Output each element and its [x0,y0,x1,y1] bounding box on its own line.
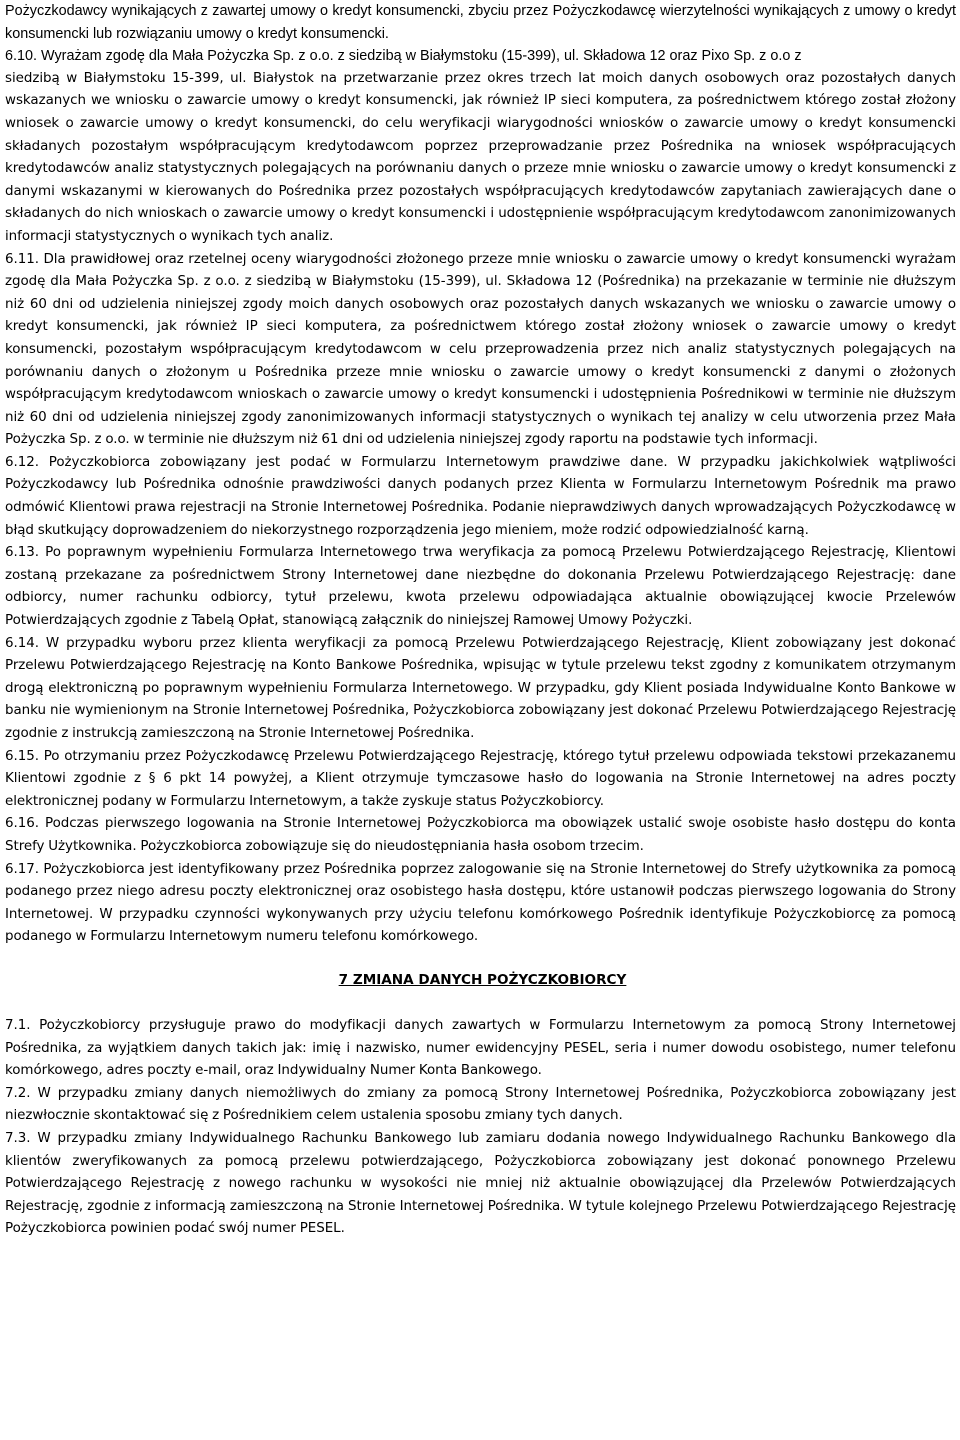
paragraph-6-17: 6.17. Pożyczkobiorca jest identyfikowany przez Pośrednika poprzez zalogowanie się na Stronie Internetowej do Strefy użytkownika za pomocą podanego przez niego adresu poczty elektronicznej oraz osobistego hasła dostępu, które ustanowił podczas pierwszego logowania do Strony Internetowej. W przypadku czynności wykonywanych przy użyciu telefonu komórkowego Pośrednik identyfikuje Pożyczkobiorcę za pomocą podanego w Formularzu Internetowym numeru telefonu komórkowego. [5,861,956,945]
paragraph-6-15: 6.15. Po otrzymaniu przez Pożyczkodawcę Przelewu Potwierdzającego Rejestrację, którego tytuł przelewu odpowiada tekstowi przekazanemu Klientowi zgodnie z § 6 pkt 14 powyżej, a Klient otrzymuje tymczasowe hasło do logowania na Stronie Internetowej na adres poczty elektronicznej podany w Formularzu Internetowym, a także zyskuje status Pożyczkobiorcy. [5,748,956,809]
paragraph-6-13: 6.13. Po poprawnym wypełnieniu Formularza Internetowego trwa weryfikacja za pomocą Przelewu Potwierdzającego Rejestrację, Klientowi zostaną przekazane za pośrednictwem Strony Internetowej dane niezbędne do dokonania Przelewu Potwierdzającego Rejestrację: dane odbiorcy, numer rachunku odbiorcy, tytuł przelewu, kwota przelewu odpowiadająca aktualnie obowiązującej kwocie Przelewów Potwierdzających zgodnie z Tabelą Opłat, stanowiącą załącznik do niniejszej Ramowej Umowy Pożyczki. [5,545,956,629]
paragraph-6-14: 6.14. W przypadku wyboru przez klienta weryfikacji za pomocą Przelewu Potwierdzającego Rejestrację, Klient zobowiązany jest dokonać Przelewu Potwierdzającego Rejestrację na Konto Bankowe Pośrednika, wpisując w tytule przelewu tekst zgodny z komunikatem otrzymanym drogą elektroniczną po poprawnym wypełnieniu Formularza Internetowego. W przypadku, gdy Klient posiada Indywidualne Konto Bankowe w banku nie wymienionym na Stronie Internetowej Pośrednika, Pożyczkobiorca zobowiązany jest dokonać Przelewu Potwierdzającego Rejestrację zgodnie z instrukcją zamieszczoną na Stronie Internetowej Pośrednika. [5,635,956,741]
paragraph-6-10-line-1: 6.10. Wyrażam zgodę dla Mała Pożyczka Sp. z o.o. z siedzibą w Białymstoku (15-399), ul. Składowa 12 oraz Pixo Sp. z o.o z [5,48,802,65]
paragraph-6-16: 6.16. Podczas pierwszego logowania na Stronie Internetowej Pożyczkobiorca ma obowiązek ustalić swoje osobiste hasło dostępu do konta Strefy Użytkownika. Pożyczkobiorca zobowiązuje się do nieudostępniania hasła osobom trzecim. [5,816,956,854]
paragraph-7-1: 7.1. Pożyczkobiorcy przysługuje prawo do modyfikacji danych zawartych w Formularzu Internetowym za pomocą Strony Internetowej Pośrednika, za wyjątkiem danych takich jak: imię i nazwisko, numer ewidencyjny PESEL, seria i numer dowodu osobistego, numer telefonu komórkowego, adres poczty e-mail, oraz Indywidualny Numer Konta Bankowego. [5,1017,956,1079]
paragraph-7-3: 7.3. W przypadku zmiany Indywidualnego Rachunku Bankowego lub zamiaru dodania nowego Indywidualnego Rachunku Bankowego dla klientów zweryfikowanych za pomocą przelewu potwierdzającego, Pożyczkobiorca zobowiązany jest dokonać ponownego Przelewu Potwierdzającego Rejestrację z nowego rachunku w wysokości nie mniej niż aktualnie obowiązującej dla Przelewów Potwierdzających Rejestrację, zgodnie z informacją zamieszczoną na Stronie Internetowej Pośrednika. W tytule kolejnego Przelewu Potwierdzającego Rejestrację Pożyczkobiorca powinien podać swój numer PESEL. [5,1130,956,1237]
paragraph-7-2: 7.2. W przypadku zmiany danych niemożliwych do zmiany za pomocą Strony Internetowej Pośrednika, Pożyczkobiorca zobowiązany jest niezwłocznie skontaktować się z Pośrednikiem celem ustalenia sposobu zmiany tych danych. [5,1085,956,1124]
paragraph-intro: Pożyczkodawcy wynikających z zawartej umowy o kredyt konsumencki, zbyciu przez Pożyczkodawcę wierzytelności wynikających z umowy o kredyt konsumencki lub rozwiązaniu umowy o kredyt konsumencki. [5,3,956,42]
section-heading-7: 7 ZMIANA DANYCH POŻYCZKOBIORCY [338,971,627,988]
paragraph-6-10 [5,68,956,249]
paragraph-6-11: 6.11. Dla prawidłowej oraz rzetelnej oceny wiarygodności złożonego przeze mnie wniosku o zawarcie umowy o kredyt konsumencki wyrażam zgodę dla Mała Pożyczka Sp. z o.o. z siedzibą w Białymstoku (15-399), ul. Składowa 12 (Pośrednika) na przekazanie w terminie nie dłuższym niż 60 dni od udzielenia niniejszej zgody moich danych osobowych oraz pozostałych danych wskazanych we wniosku o zawarcie umowy o kredyt konsumencki, jak również IP sieci komputera, za pośrednictwem którego został złożony wniosek o zawarcie umowy o kredyt konsumencki, pozostałym współpracującym kredytodawcom w celu przeprowadzenia przez nich analiz statystycznych polegających na porównaniu danych o złożonym u Pośrednika przeze mnie wniosku o zawarcie umowy o kredyt konsumencki z danymi o złożonych współpracującym kredytodawcom wnioskach o zawarcie umowy o kredyt konsumencki i udostępnienia Pośrednikowi w terminie nie dłuższym niż 60 dni od udzielenia niniejszej zgody zanonimizowanych informacji statystycznych o wynikach tej analizy w celu utworzenia przez Mała Pożyczka Sp. z o.o. w terminie nie dłuższym niż 61 dni od udzielenia niniejszej zgody raportu na podstawie tych informacji. [5,251,956,448]
document-page [5,0,956,1241]
paragraph-6-10-text: siedzibą w Białymstoku 15-399, ul. Białystok na przetwarzanie przez okres trzech lat moich danych osobowych oraz pozostałych danych wskazanych we wniosku o zawarcie umowy o kredyt konsumencki, jak również IP sieci komputera, za pośrednictwem którego został złożony wniosek o zawarcie umowy o kredyt konsumencki, do celu weryfikacji wiarygodności wniosków o zawarcie umowy o kredyt konsumencki składanych pozostałym współpracującym kredytodawcom poprzez przeprowadzanie przez Pośrednika na wniosek współpracujących kredytodawców analiz statystycznych polegających na porównaniu danych o przeze mnie wniosku o zawarcie umowy o kredyt konsumencki z danymi wskazanymi w kierowanych do Pośrednika przez pozostałych współpracujących kredytodawców zapytaniach zawierających dane o składanych do nich wnioskach o zawarcie umowy o kredyt konsumencki i udostępnienie współpracującym kredytodawcom zanonimizowanych informacji statystycznych o wynikach tych analiz. [5,70,956,244]
paragraph-6-12: 6.12. Pożyczkobiorca zobowiązany jest podać w Formularzu Internetowym prawdziwe dane. W przypadku jakichkolwiek wątpliwości Pożyczkodawcy lub Pośrednika odnośnie prawdziwości danych podanych przez Klienta w Formularzu Internetowym Pośrednik ma prawo odmówić Klientowi prawa rejestracji na Stronie Internetowej Pośrednika. Podanie nieprawdziwych danych wprowadzających Pożyczkodawcę w błąd skutkujący doprowadzeniem do niekorzystnego rozporządzenia jego mieniem, może rodzić odpowiedzialność karną. [5,454,956,538]
